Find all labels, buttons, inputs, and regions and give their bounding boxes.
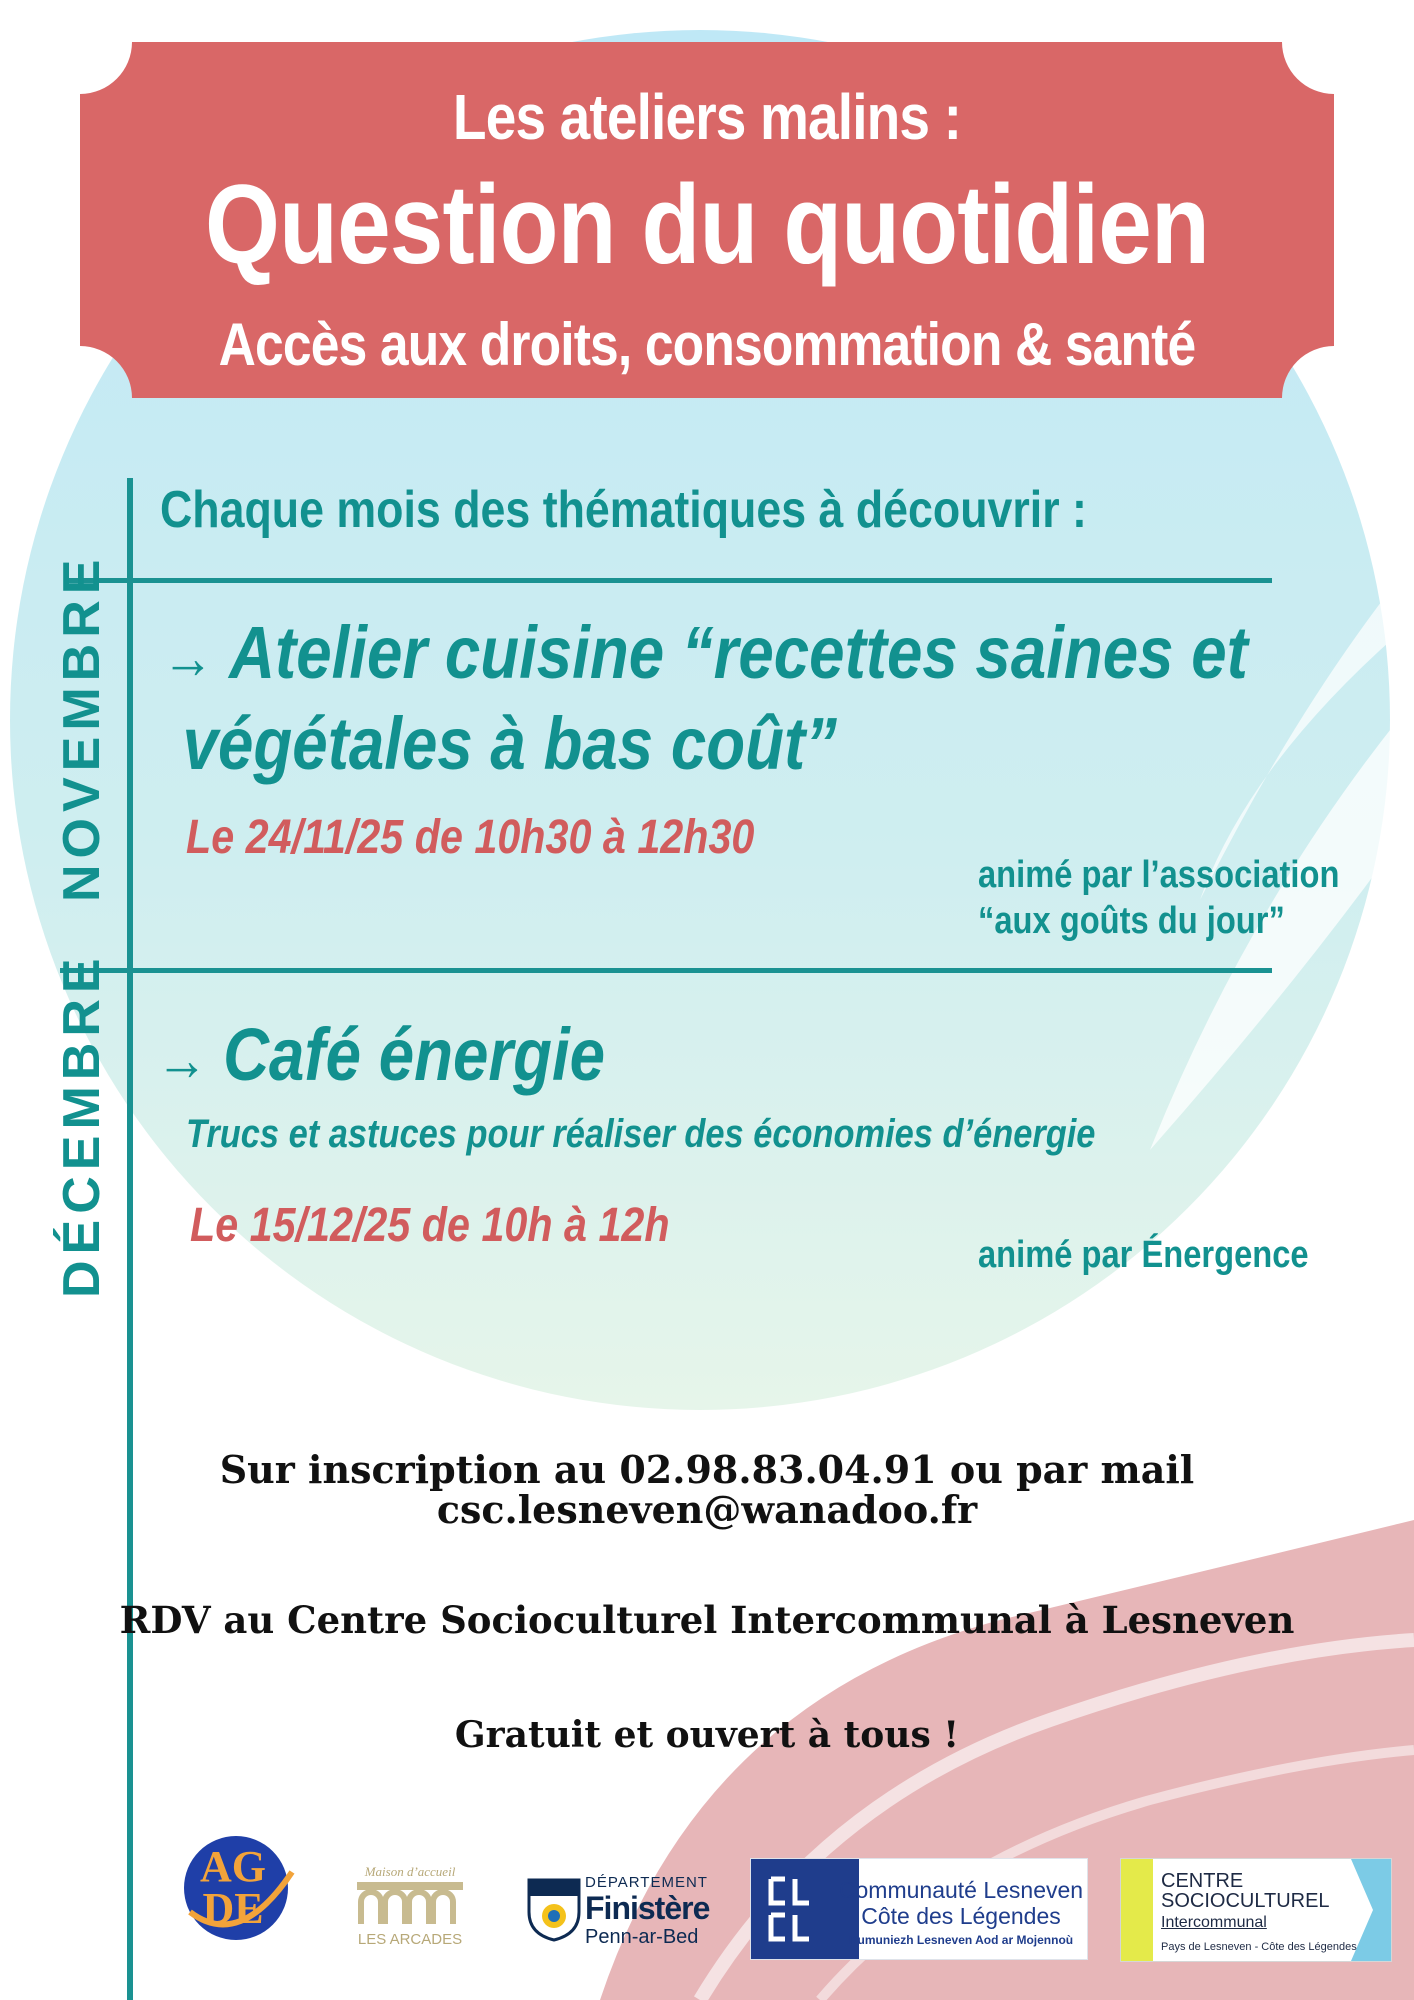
ccl-logo	[750, 1858, 1088, 1960]
november-title-line2: végétales à bas coût”	[182, 702, 838, 785]
csc-line4: Pays de Lesneven - Côte des Légendes	[1161, 1941, 1357, 1953]
agde-line1: AG	[200, 1842, 266, 1891]
november-host	[978, 852, 1339, 944]
arcades-top-text: Maison d’accueil	[364, 1864, 456, 1879]
november-event-title	[162, 610, 1248, 787]
csc-yellow-bar	[1121, 1859, 1153, 1961]
csc-line2: SOCIOCULTUREL	[1161, 1890, 1330, 1912]
csc-line1: CENTRE	[1161, 1870, 1244, 1892]
registration-email: csc.lesneven@wanadoo.fr	[436, 1487, 978, 1532]
divider-middle	[60, 968, 1272, 973]
december-title: Café énergie	[223, 1013, 606, 1096]
header-title-main: Question du quotidien	[205, 162, 1209, 287]
ccl-line3: Kumuniezh Lesneven Aod ar Mojennoù	[848, 1933, 1074, 1947]
november-title-line1: Atelier cuisine “recettes saines et	[229, 611, 1248, 694]
november-host-line1: animé par l’association	[978, 854, 1340, 896]
divider-top	[66, 578, 1272, 583]
registration-info	[0, 1447, 1414, 1532]
november-host-line2: “aux goûts du jour”	[978, 900, 1285, 942]
arcades-logo	[355, 1864, 465, 1954]
header-subtitle: Accès aux droits, consommation & santé	[218, 311, 1196, 378]
intro-heading: Chaque mois des thématiques à découvrir :	[160, 481, 1087, 539]
arcades-icon	[355, 1880, 465, 1924]
registration-phone: Sur inscription au 02.98.83.04.91 ou par mail	[219, 1447, 1195, 1492]
december-event-title	[156, 1012, 605, 1103]
arcades-bottom-text: LES ARCADES	[357, 1931, 463, 1948]
finistere-logo	[525, 1872, 710, 1952]
december-date: Le 15/12/25 de 10h à 12h	[190, 1199, 670, 1252]
csc-arrow-icon	[1351, 1859, 1391, 1961]
december-host: animé par Énergence	[978, 1234, 1309, 1276]
november-date: Le 24/11/25 de 10h30 à 12h30	[186, 811, 755, 864]
agde-logo	[180, 1832, 298, 1944]
ccl-line1: Communauté Lesneven	[838, 1877, 1084, 1903]
csc-line3: Intercommunal	[1161, 1914, 1267, 1931]
venue-info: RDV au Centre Socioculturel Intercommunal à Lesneven	[119, 1598, 1295, 1642]
december-subtitle: Trucs et astuces pour réaliser des économies d’énergie	[186, 1112, 1096, 1156]
finistere-shield-icon	[527, 1878, 581, 1942]
agde-line2: DE	[202, 1884, 264, 1933]
csc-logo	[1120, 1858, 1392, 1962]
ccl-line2: Côte des Légendes	[861, 1903, 1061, 1929]
finistere-line2: Finistère	[585, 1890, 710, 1926]
arrow-right-icon: →	[156, 1026, 208, 1093]
timeline-vertical-line	[127, 478, 133, 2000]
header-banner	[80, 42, 1334, 398]
header-title-small: Les ateliers malins :	[452, 81, 962, 153]
finistere-line3: Penn-ar-Bed	[585, 1926, 699, 1948]
arrow-right-icon: →	[162, 624, 214, 691]
price-info: Gratuit et ouvert à tous !	[454, 1714, 960, 1756]
month-label-november: NOVEMBRE	[53, 553, 111, 902]
finistere-line1: DÉPARTEMENT	[585, 1874, 708, 1891]
month-label-december: DÉCEMBRE	[53, 952, 111, 1298]
